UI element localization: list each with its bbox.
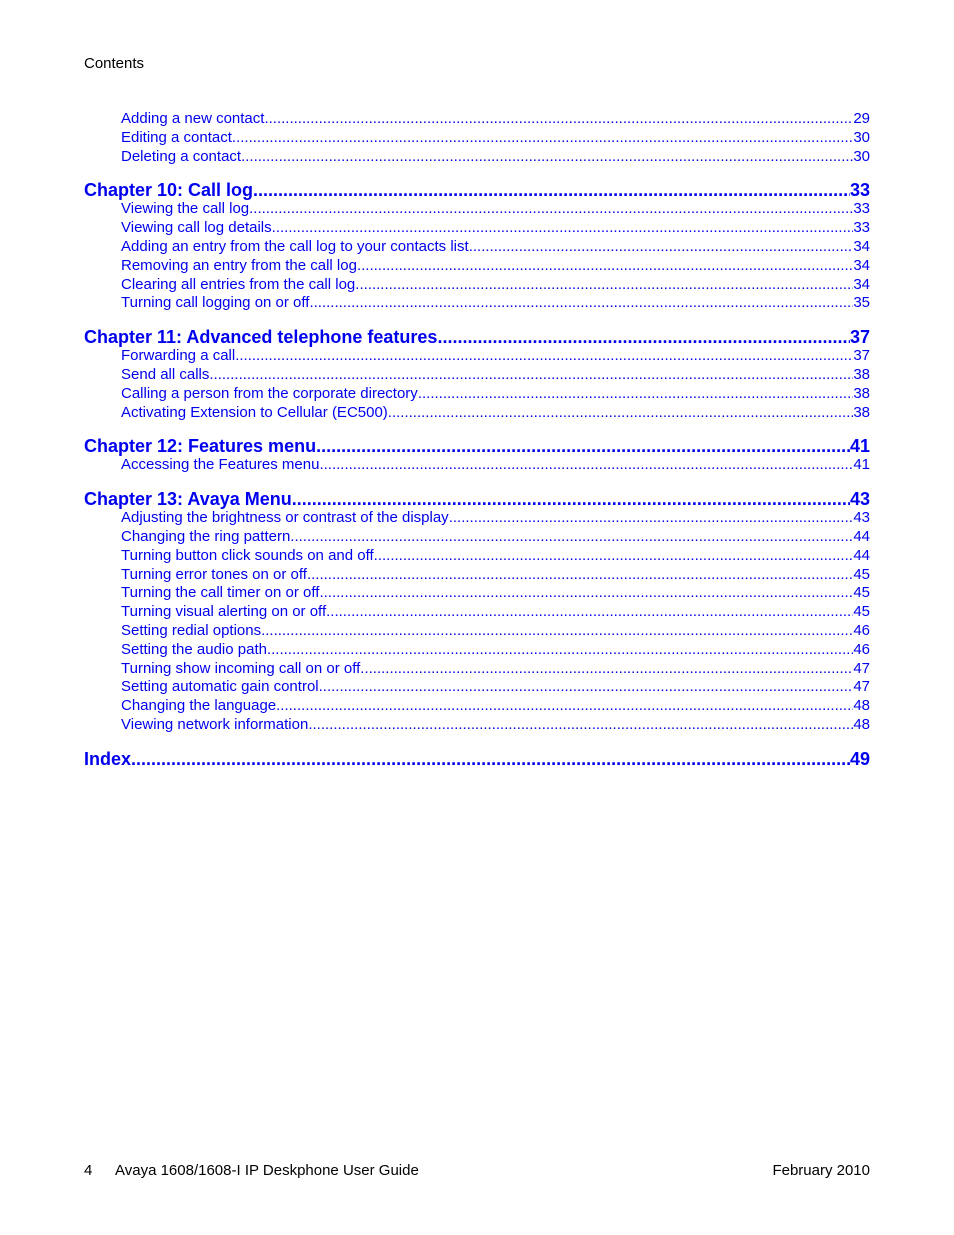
toc-entry-title: Adjusting the brightness or contrast of the display — [121, 509, 449, 527]
toc-page-number: 47 — [853, 659, 870, 677]
toc-section-link[interactable] — [121, 528, 870, 547]
toc-page-number: 48 — [853, 697, 870, 715]
toc-page-number: 38 — [853, 403, 870, 421]
toc-entry-title: Chapter 12: Features menu — [84, 436, 317, 457]
dot-leader — [319, 584, 853, 603]
toc-section-link[interactable] — [121, 603, 870, 622]
toc-page-number: 33 — [849, 180, 870, 201]
toc-page-number: 45 — [853, 584, 870, 602]
toc-section-link[interactable] — [121, 456, 870, 475]
toc-entry-title: Adding a new contact — [121, 110, 265, 127]
toc-entry-title: Changing the language — [121, 697, 277, 715]
toc-section-link[interactable] — [121, 385, 870, 404]
toc-page-number: 41 — [849, 436, 870, 457]
toc-page-number: 43 — [853, 509, 870, 527]
table-of-contents — [84, 110, 870, 769]
toc-page-number: 44 — [853, 527, 870, 545]
toc-chapter-link[interactable] — [84, 327, 870, 347]
toc-entry-title: Changing the ring pattern — [121, 527, 291, 545]
toc-page-number: 48 — [853, 715, 870, 733]
dot-leader — [355, 276, 853, 295]
toc-section-link[interactable] — [121, 148, 870, 167]
toc-page-number: 41 — [853, 456, 870, 474]
toc-entry-title: Viewing the call log — [121, 200, 250, 218]
toc-section-link[interactable] — [121, 276, 870, 295]
page-number: 4 — [84, 1162, 93, 1179]
dot-leader — [241, 148, 853, 167]
toc-entry-title: Adding an entry from the call log to your contacts list — [121, 237, 469, 255]
dot-leader — [292, 489, 850, 509]
dot-leader — [418, 385, 854, 404]
toc-entry-title: Clearing all entries from the call log — [121, 275, 356, 293]
dot-leader — [131, 749, 850, 769]
dot-leader — [232, 129, 853, 148]
toc-entry-title: Accessing the Features menu — [121, 456, 320, 474]
dot-leader — [249, 200, 853, 219]
toc-section-link[interactable] — [121, 404, 870, 423]
toc-page-number: 38 — [853, 365, 870, 383]
toc-entry-title: Turning show incoming call on or off — [121, 659, 361, 677]
toc-chapter-link[interactable] — [84, 436, 870, 456]
toc-entry-title: Turning call logging on or off — [121, 294, 310, 312]
toc-page-number: 35 — [853, 294, 870, 312]
toc-section-link[interactable] — [121, 716, 870, 735]
dot-leader — [290, 528, 853, 547]
toc-page-number: 29 — [853, 110, 870, 127]
dot-leader — [307, 566, 853, 585]
toc-page-number: 34 — [853, 256, 870, 274]
toc-entry-title: Editing a contact — [121, 128, 232, 146]
dot-leader — [374, 547, 854, 566]
toc-section-link[interactable] — [121, 200, 870, 219]
toc-entry-title: Turning error tones on or off — [121, 565, 307, 583]
toc-chapter-link[interactable] — [84, 180, 870, 200]
toc-page-number: 30 — [853, 128, 870, 146]
running-header: Contents — [84, 55, 145, 72]
toc-entry-title: Activating Extension to Cellular (EC500) — [121, 403, 388, 421]
toc-page-number: 33 — [853, 200, 870, 218]
toc-entry-title: Removing an entry from the call log — [121, 256, 357, 274]
toc-section-link[interactable] — [121, 219, 870, 238]
dot-leader — [316, 436, 850, 456]
dot-leader — [253, 180, 850, 200]
toc-section-link[interactable] — [121, 641, 870, 660]
toc-entry-title: Turning button click sounds on and off — [121, 546, 374, 564]
toc-entry-title: Setting the audio path — [121, 640, 267, 658]
dot-leader — [308, 716, 853, 735]
dot-leader — [272, 219, 854, 238]
dot-leader — [319, 456, 853, 475]
toc-section-link[interactable] — [121, 257, 870, 276]
toc-page-number: 45 — [853, 565, 870, 583]
toc-entry-title: Turning the call timer on or off — [121, 584, 320, 602]
toc-page-number: 33 — [853, 219, 870, 237]
toc-page-number: 47 — [853, 678, 870, 696]
dot-leader — [309, 294, 853, 313]
dot-leader — [209, 366, 853, 385]
dot-leader — [388, 404, 854, 423]
toc-section-link[interactable] — [121, 366, 870, 385]
toc-page-number: 30 — [853, 147, 870, 165]
toc-page-number: 37 — [849, 327, 870, 348]
toc-entry-title: Calling a person from the corporate directory — [121, 384, 418, 402]
dot-leader — [437, 327, 850, 347]
dot-leader — [469, 238, 854, 257]
toc-page-number: 46 — [853, 640, 870, 658]
toc-section-link[interactable] — [121, 697, 870, 716]
toc-section-link[interactable] — [121, 584, 870, 603]
page-footer — [84, 1162, 870, 1179]
toc-entry-title: Setting redial options — [121, 621, 262, 639]
dot-leader — [261, 622, 853, 641]
toc-section-link[interactable] — [121, 294, 870, 313]
toc-entry-title: Chapter 13: Avaya Menu — [84, 489, 292, 510]
dot-leader — [276, 697, 853, 716]
dot-leader — [449, 509, 854, 528]
toc-entry-title: Deleting a contact — [121, 147, 242, 165]
toc-section-link[interactable] — [121, 622, 870, 641]
toc-section-link[interactable] — [121, 129, 870, 148]
toc-entry-title: Chapter 10: Call log — [84, 180, 254, 201]
toc-entry-title: Index — [84, 748, 132, 769]
toc-page-number: 34 — [853, 237, 870, 255]
document-title: Avaya 1608/1608-I IP Deskphone User Guide — [115, 1162, 419, 1179]
toc-entry-title: Setting automatic gain control — [121, 678, 319, 696]
toc-page-number: 38 — [853, 384, 870, 402]
toc-section-link[interactable] — [121, 547, 870, 566]
toc-page-number: 34 — [853, 275, 870, 293]
toc-chapter-link[interactable] — [84, 489, 870, 509]
dot-leader — [357, 257, 853, 276]
dot-leader — [264, 110, 853, 129]
toc-chapter-link[interactable] — [84, 749, 870, 769]
toc-section-link[interactable] — [121, 238, 870, 257]
toc-entry-title: Viewing network information — [121, 715, 309, 733]
toc-section-link[interactable] — [121, 509, 870, 528]
toc-entry-title: Viewing call log details — [121, 219, 272, 237]
toc-section-link[interactable] — [121, 678, 870, 697]
dot-leader — [326, 603, 853, 622]
toc-entry-title: Send all calls — [121, 365, 210, 383]
toc-page-number: 46 — [853, 621, 870, 639]
toc-entry-title: Chapter 11: Advanced telephone features — [84, 327, 438, 348]
toc-section-link[interactable] — [121, 347, 870, 366]
toc-section-link[interactable] — [121, 660, 870, 679]
toc-page-number: 49 — [849, 748, 870, 769]
dot-leader — [235, 347, 853, 366]
toc-page-number: 45 — [853, 603, 870, 621]
dot-leader — [319, 678, 854, 697]
toc-page-number: 37 — [853, 347, 870, 365]
toc-section-link[interactable] — [121, 566, 870, 585]
toc-page-number: 44 — [853, 546, 870, 564]
dot-leader — [360, 660, 853, 679]
toc-entry-title: Forwarding a call — [121, 347, 236, 365]
toc-section-link[interactable] — [121, 110, 870, 129]
publication-date: February 2010 — [772, 1162, 870, 1179]
toc-page-number: 43 — [849, 489, 870, 510]
toc-entry-title: Turning visual alerting on or off — [121, 603, 327, 621]
dot-leader — [267, 641, 853, 660]
